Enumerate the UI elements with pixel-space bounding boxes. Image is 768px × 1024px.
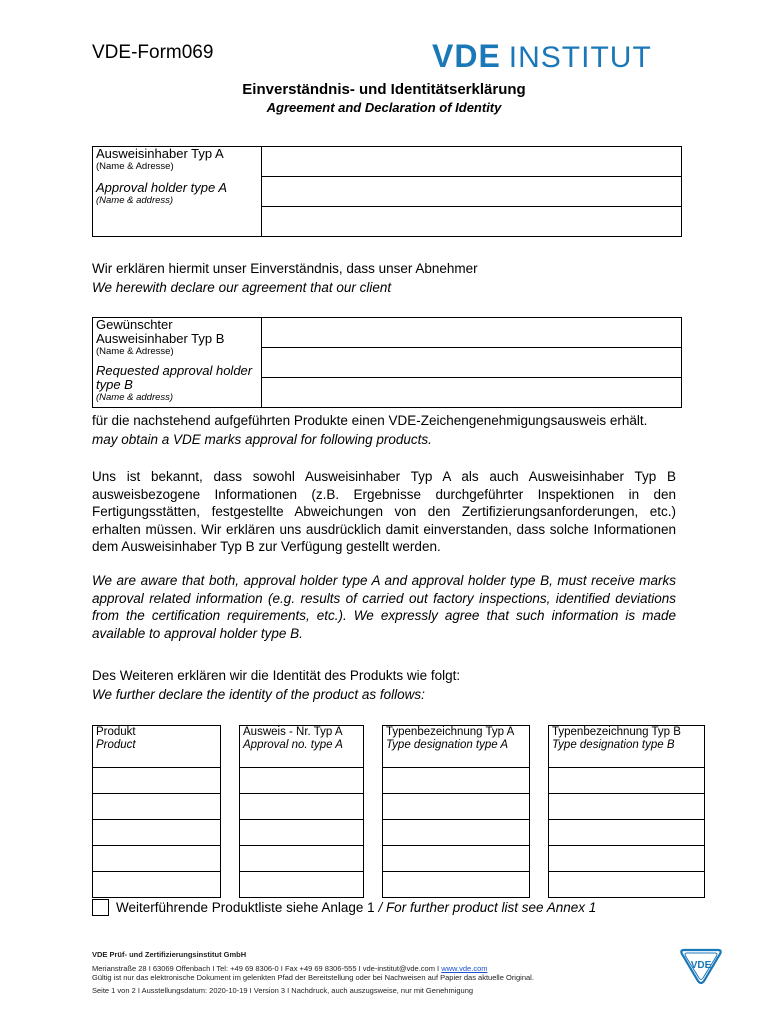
cell-product[interactable] — [92, 768, 221, 794]
cell-approval-no[interactable] — [239, 794, 364, 820]
logo-vde: VDE — [432, 38, 501, 74]
col-header-product-de: Produkt — [96, 726, 136, 738]
footer-company: VDE Prüf- und Zertifizierungsinstitut GmbH — [92, 950, 247, 959]
holder-b-field-3[interactable] — [262, 378, 682, 408]
agreement-de: Wir erklären hiermit unser Einverständnis, dass unser Abnehmer — [92, 261, 478, 276]
product-table — [92, 725, 705, 898]
footer-website-link[interactable]: www.vde.com — [441, 964, 488, 973]
cell-product[interactable] — [92, 846, 221, 872]
holder-a-sub-en: (Name & address) — [96, 195, 174, 206]
cell-type-b[interactable] — [548, 872, 705, 898]
table-row — [92, 872, 705, 898]
holder-a-label-cell — [93, 147, 262, 237]
table-row — [92, 820, 705, 846]
holder-b-label-en-1: Requested approval holder — [96, 363, 253, 378]
page-subtitle: Agreement and Declaration of Identity — [266, 100, 502, 115]
identity-en: We further declare the identity of the product as follows: — [92, 687, 425, 702]
cell-product[interactable] — [92, 820, 221, 846]
annex-label-en: / For further product list see Annex 1 — [378, 900, 597, 915]
holder-b-label-de-1: Gewünschter — [96, 317, 173, 332]
holder-a-sub-de: (Name & Adresse) — [96, 161, 174, 172]
holder-b-label-en-2: type B — [96, 377, 133, 392]
products-sentence-en: may obtain a VDE marks approval for following products. — [92, 432, 432, 447]
cell-type-a[interactable] — [382, 846, 530, 872]
holder-b-sub-de: (Name & Adresse) — [96, 346, 174, 357]
cell-type-a[interactable] — [382, 794, 530, 820]
cell-type-a[interactable] — [382, 820, 530, 846]
cell-approval-no[interactable] — [239, 872, 364, 898]
holder-a-label-de: Ausweisinhaber Typ A — [96, 146, 224, 161]
annex-checkbox[interactable] — [92, 899, 109, 916]
col-header-approval-no-en: Approval no. type A — [243, 738, 343, 751]
cell-approval-no[interactable] — [239, 820, 364, 846]
col-header-type-a-en: Type designation type A — [386, 738, 509, 751]
products-sentence-de: für die nachstehend aufgeführten Produkte einen VDE-Zeichengenehmigungsausweis erhält. — [92, 413, 648, 428]
vde-mark-icon — [678, 946, 724, 986]
table-row — [92, 768, 705, 794]
holder-a-field-2[interactable] — [262, 177, 682, 207]
footer-address — [92, 964, 487, 973]
holder-a-field-3[interactable] — [262, 207, 682, 237]
col-header-type-a — [382, 725, 530, 768]
holder-b-field-1[interactable] — [262, 318, 682, 348]
cell-type-a[interactable] — [382, 768, 530, 794]
holder-b-table — [92, 317, 682, 408]
agreement-en: We herewith declare our agreement that our client — [92, 280, 392, 295]
holder-a-field-1[interactable] — [262, 147, 682, 177]
holder-a-label-en: Approval holder type A — [96, 180, 228, 195]
col-header-type-b-de: Typenbezeichnung Typ B — [552, 726, 681, 738]
product-table-header — [92, 725, 705, 768]
holder-b-label-cell — [93, 318, 262, 408]
holder-b-sub-en: (Name & address) — [96, 392, 174, 403]
holder-a-table — [92, 146, 682, 237]
table-row — [92, 794, 705, 820]
vde-mark-text: VDE — [690, 960, 712, 971]
footer-address-text: Merianstraße 28 I 63069 Offenbach I Tel: +49 69 8306-0 I Fax +49 69 8306-555 I vde-institut@vde.com I — [92, 964, 442, 973]
cell-type-a[interactable] — [382, 872, 530, 898]
annex-label — [116, 900, 596, 915]
col-header-type-b — [548, 725, 705, 768]
cell-type-b[interactable] — [548, 820, 705, 846]
cell-approval-no[interactable] — [239, 846, 364, 872]
col-header-type-b-en: Type designation type B — [552, 738, 675, 751]
col-header-product-en: Product — [96, 738, 136, 751]
cell-type-b[interactable] — [548, 768, 705, 794]
awareness-en: We are aware that both, approval holder type A and approval holder type B, must receive marks approval related information (e.g. results of carried out factory inspections, identified deviations from the certification requirements, etc.). We expressly agree that such information is made available to approval holder type B. — [92, 573, 676, 641]
col-header-approval-no — [239, 725, 364, 768]
cell-type-b[interactable] — [548, 846, 705, 872]
cell-product[interactable] — [92, 794, 221, 820]
col-header-approval-no-de: Ausweis - Nr. Typ A — [243, 726, 343, 738]
cell-approval-no[interactable] — [239, 768, 364, 794]
cell-type-b[interactable] — [548, 794, 705, 820]
annex-label-de: Weiterführende Produktliste siehe Anlage 1 — [116, 900, 375, 915]
holder-b-label-de-2: Ausweisinhaber Typ B — [96, 331, 225, 346]
logo-institut: INSTITUT — [508, 41, 652, 74]
page-title: Einverständnis- und Identitätserklärung — [242, 81, 526, 98]
holder-b-field-2[interactable] — [262, 348, 682, 378]
awareness-de: Uns ist bekannt, dass sowohl Ausweisinhaber Typ A als auch Ausweisinhaber Typ B ausweisbezogene Informationen (z.B. Ergebnisse durchgeführter Inspektionen in den Fertigungsstätten, festgestellte Abweichungen von den Zertifizierungsanforderungen, etc.) erhalten müssen. Wir erklären uns ausdrücklich damit einverstanden, dass solche Informationen dem Ausweisinhaber Typ B zur Verfügung gestellt werden. — [92, 469, 676, 554]
col-header-product — [92, 725, 221, 768]
identity-de: Des Weiteren erklären wir die Identität des Produkts wie folgt: — [92, 668, 461, 683]
footer-page-info: Seite 1 von 2 I Ausstellungsdatum: 2020-10-19 I Version 3 I Nachdruck, auch auszugsweise, nur mit Genehmigung — [92, 986, 474, 995]
footer-validity: Gültig ist nur das elektronische Dokument im gelenkten Pfad der Bereitstellung oder bei Nachweisen auf Papier das aktuelle Original. — [92, 973, 534, 982]
col-header-type-a-de: Typenbezeichnung Typ A — [386, 726, 515, 738]
form-id: VDE-Form069 — [92, 42, 214, 63]
cell-product[interactable] — [92, 872, 221, 898]
vde-institut-logo — [432, 38, 652, 74]
table-row — [92, 846, 705, 872]
